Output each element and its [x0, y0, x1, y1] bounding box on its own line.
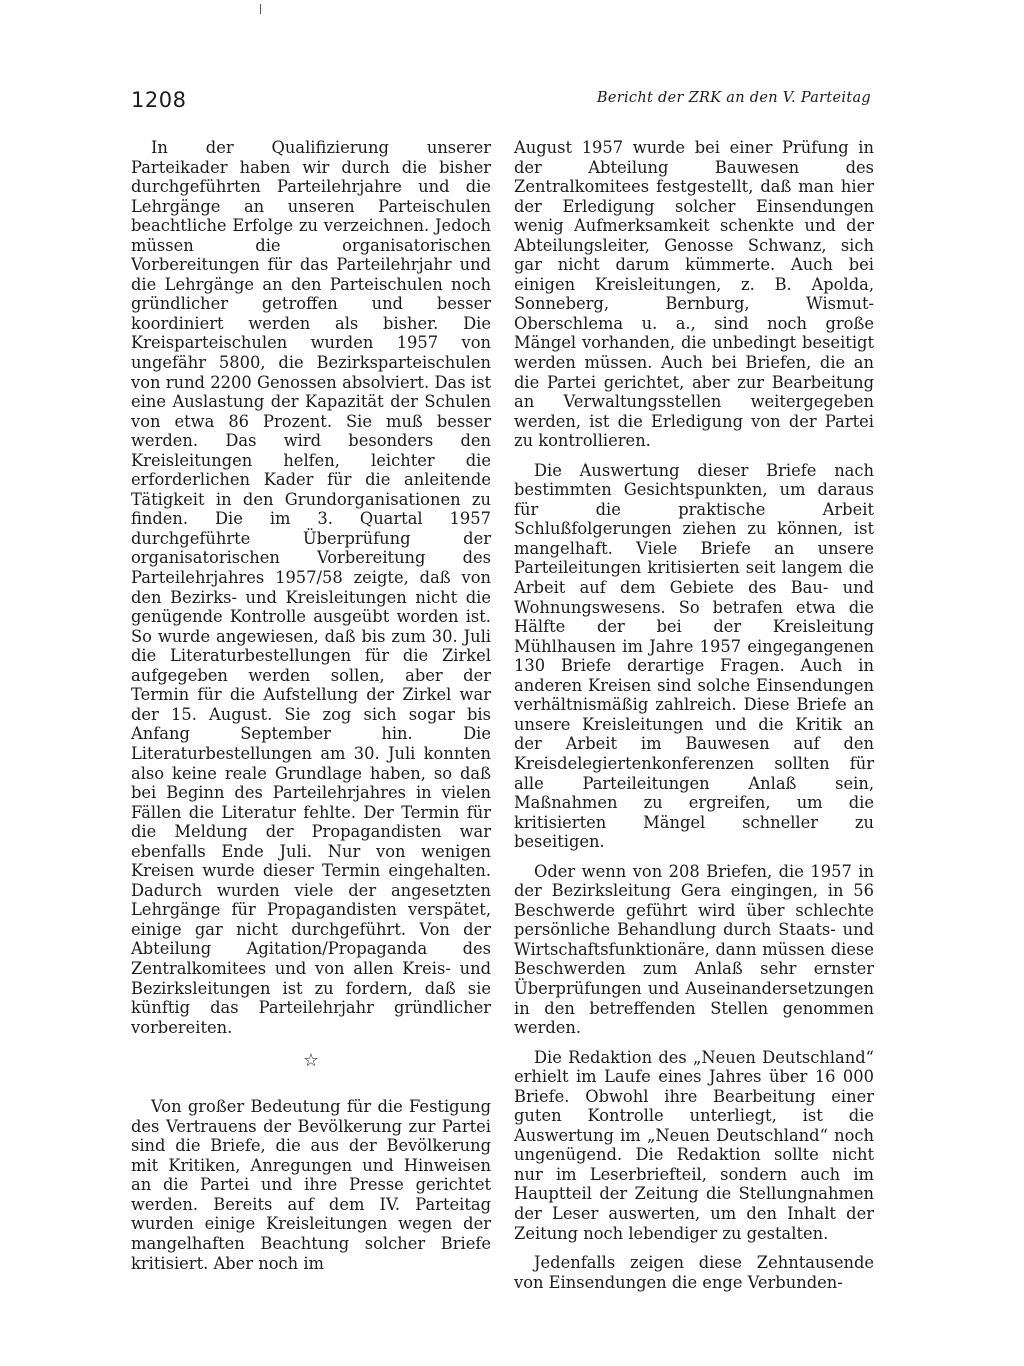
page-header [131, 86, 871, 116]
section-divider-star-icon: ☆ [302, 1050, 320, 1072]
scan-artifact-mark [260, 4, 261, 14]
running-head: Bericht der ZRK an den V. Parteitag [596, 90, 871, 106]
paragraph-continuation: August 1957 wurde bei einer Prüfung in der Abteilung Bauwesen des Zentralkomitees festgestellt, daß man hier der Erledigung solcher Einsendungen wenig Aufmerksamkeit schenkte und der Abteilungsleiter, Genosse Schwanz, sich gar nicht darum kümmerte. Auch bei einigen Kreisleitungen, z. B. Apolda, Sonneberg, Bernburg, Wismut-Oberschlema u. a., sind noch große Mängel vorhanden, die unbedingt beseitigt werden müssen. Auch bei Briefen, die an die Partei gerichtet, aber zur Bearbeitung an Verwaltungsstellen weitergegeben werden, ist die Erledigung von der Partei zu kontrollieren. [514, 138, 874, 451]
paragraph-letter-evaluation: Die Auswertung dieser Briefe nach bestimmten Gesichtspunkten, um daraus für die praktische Arbeit Schlußfolgerungen ziehen zu können, ist mangelhaft. Viele Briefe an unsere Parteileitungen kritisierten seit langem die Arbeit auf dem Gebiete des Bau- und Wohnungswesens. So betrafen etwa die Hälfte der bei der Kreisleitung Mühlhausen im Jahre 1957 eingegangenen 130 Briefe derartige Fragen. Auch in anderen Kreisen sind solche Einsendungen verhältnismäßig zahlreich. Diese Briefe an unsere Kreisleitungen und die Kritik an der Arbeit im Bauwesen auf den Kreisdelegiertenkonferenzen sollten für alle Parteileitungen Anlaß sein, Maßnahmen zu ergreifen, um die kritisierten Mängel schneller zu beseitigen. [514, 460, 874, 852]
paragraph-party-qualification: In der Qualifizierung unserer Parteikader haben wir durch die bisher durchgeführten Parteilehrjahre und die Lehrgänge an unseren Parteischulen beachtliche Erfolge zu verzeichnen. Jedoch müssen die organisatorischen Vorbereitungen für das Parteilehrjahr und die Lehrgänge an den Parteischulen noch gründlicher getroffen und besser koordiniert werden als bisher. Die Kreisparteischulen wurden 1957 von ungefähr 5800, die Bezirksparteischulen von rund 2200 Genossen absolviert. Das ist eine Auslastung der Kapazität der Schulen von etwa 86 Prozent. Sie muß besser werden. Das wird besonders den Kreisleitungen helfen, leichter die erforderlichen Kader für die anleitende Tätigkeit in den Grundorganisationen zu finden. Die im 3. Quartal 1957 durchgeführte Überprüfung der organisatorischen Vorbereitung des Parteilehrjahres 1957/58 zeigte, daß von den Bezirks- und Kreisleitungen nicht die genügende Kontrolle ausgeübt worden ist. So wurde angewiesen, daß bis zum 30. Juli die Literaturbestellungen für die Zirkel aufgegeben werden sollen, aber der Termin für die Aufstellung der Zirkel war der 15. August. Sie zog sich sogar bis Anfang September hin. Die Literaturbestellungen am 30. Juli konnten also keine reale Grundlage haben, so daß bei Beginn des Parteilehrjahres in vielen Fällen die Literatur fehlte. Der Termin für die Meldung der Propagandisten war ebenfalls Ende Juli. Nur von wenigen Kreisen wurde dieser Termin eingehalten. Dadurch wurden viele der angesetzten Lehrgänge für Propagandisten verspätet, einige gar nicht durchgeführt. Von der Abteilung Agitation/Propaganda des Zentralkomitees und von allen Kreis- und Bezirksleitungen ist zu fordern, daß sie künftig das Parteilehrjahr gründlicher vorbereiten. [131, 138, 491, 1037]
page-number: 1208 [131, 88, 187, 112]
paragraph-neues-deutschland: Die Redaktion des „Neuen Deutschland“ erhielt im Laufe eines Jahres über 16 000 Briefe. Obwohl ihre Bearbeitung einer guten Kontrolle unterliegt, ist die Auswertung im „Neuen Deutschland“ noch ungenügend. Die Redaktion sollte nicht nur im Leserbriefteil, sondern auch im Hauptteil der Zeitung die Stellungnahmen der Leser auswerten, um den Inhalt der Zeitung noch lebendiger zu gestalten. [514, 1047, 874, 1243]
left-column [131, 138, 491, 1273]
paragraph-closing: Jedenfalls zeigen diese Zehntausende von Einsendungen die enge Verbunden- [514, 1253, 874, 1292]
paragraph-gera-complaints: Oder wenn von 208 Briefen, die 1957 in der Bezirksleitung Gera eingingen, in 56 Beschwerde geführt wird über schlechte persönliche Behandlung durch Staats- und Wirtschaftsfunktionäre, dann müssen diese Beschwerden zum Anlaß sehr ernster Überprüfungen und Auseinandersetzungen in den betreffenden Stellen genommen werden. [514, 861, 874, 1038]
paragraph-letters-importance: Von großer Bedeutung für die Festigung des Vertrauens der Bevölkerung zur Partei sind die Briefe, die aus der Bevölkerung mit Kritiken, Anregungen und Hinweisen an die Partei und ihre Presse gerichtet werden. Bereits auf dem IV. Parteitag wurden einige Kreisleitungen wegen der mangelhaften Beachtung solcher Briefe kritisiert. Aber noch im [131, 1097, 491, 1273]
right-column [514, 138, 874, 1292]
